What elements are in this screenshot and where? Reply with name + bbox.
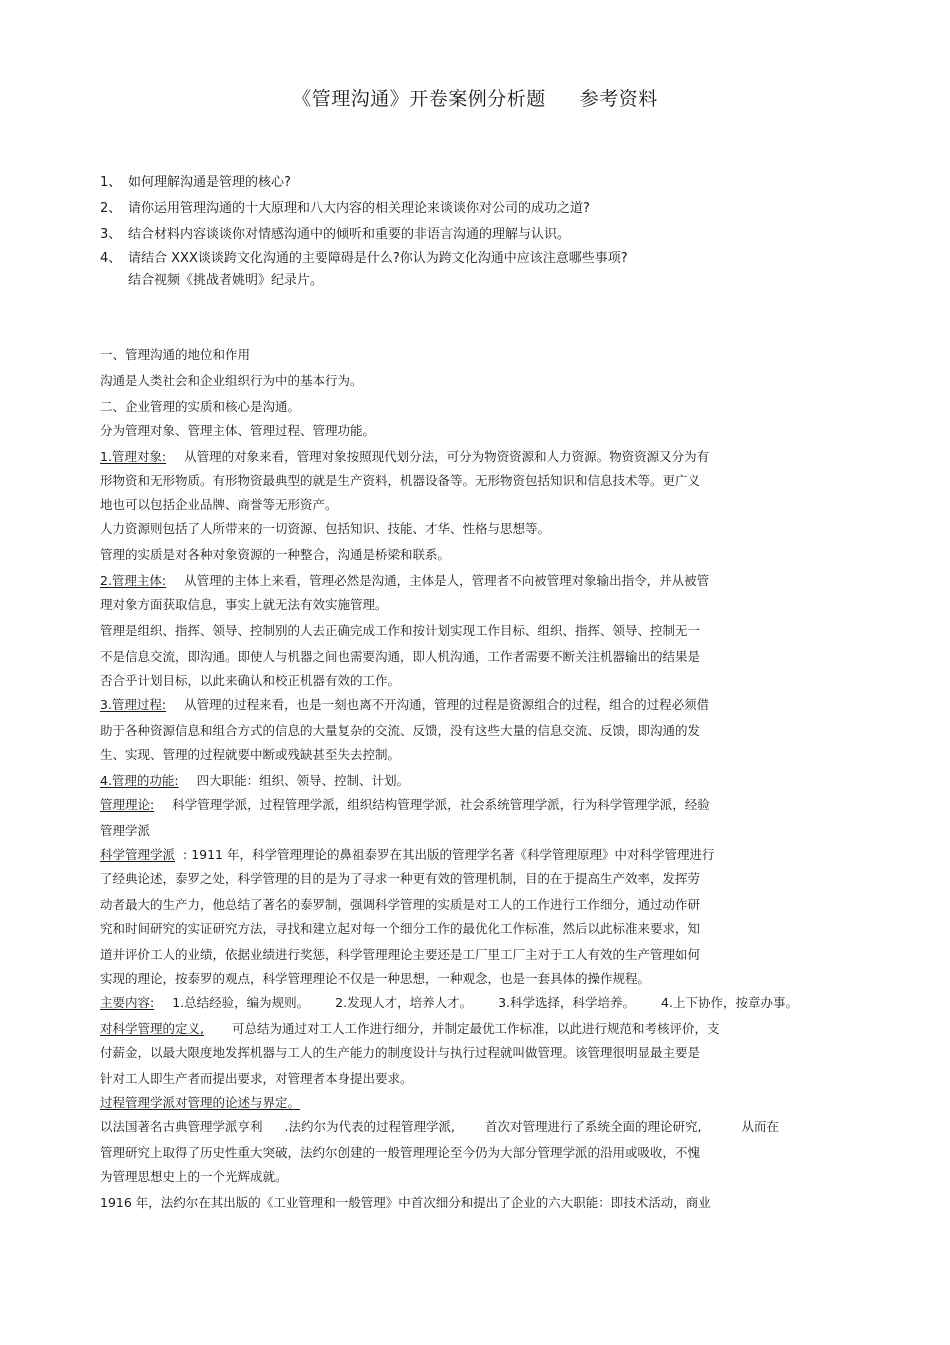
paragraph-line: 针对工人即生产者而提出要求，对管理者本身提出要求。 — [100, 1071, 413, 1086]
title-sub: 参考资料 — [579, 88, 658, 110]
term-label: 对科学管理的定义, — [100, 1021, 204, 1036]
question-item: 3、 结合材料内容谈谈你对情感沟通中的倾听和重要的非语言沟通的理解与认识。 — [100, 227, 571, 242]
paragraph-line: 沟通是人类社会和企业组织行为中的基本行为。 — [100, 373, 363, 388]
paragraph-line: 分为管理对象、管理主体、管理过程、管理功能。 — [100, 423, 376, 438]
paragraph-line: 理对象方面获取信息，事实上就无法有效实施管理。 — [100, 597, 388, 612]
paragraph-line: 不是信息交流，即沟通。即使人与机器之间也需要沟通，即人机沟通，工作者需要不断关注机器输出的结果是 — [100, 649, 701, 664]
page-title — [0, 84, 950, 111]
paragraph-line: 了经典论述，泰罗之处，科学管理的目的是为了寻求一种更有效的管理机制，目的在于提高生产效率，发挥劳 — [100, 871, 701, 886]
title-main: 《管理沟通》开卷案例分析题 — [292, 88, 546, 110]
paragraph-line: 人力资源则包括了人所带来的一切资源、包括知识、技能、才华、性格与思想等。 — [100, 521, 551, 536]
section-heading: 二、企业管理的实质和核心是沟通。 — [100, 399, 301, 414]
question-item: 结合视频《挑战者姚明》纪录片。 — [128, 273, 324, 288]
term-label: 1.管理对象: — [100, 449, 167, 464]
paragraph-line: 形物资和无形物质。有形物资最典型的就是生产资料，机器设备等。无形物资包括知识和信息技术等。更广义 — [100, 473, 701, 488]
question-item: 2、 请你运用管理沟通的十大原理和八大内容的相关理论来谈谈你对公司的成功之道? — [100, 201, 590, 216]
section-heading: 一、管理沟通的地位和作用 — [100, 347, 251, 362]
paragraph-line: 2.管理主体: 从管理的主体上来看，管理必然是沟通，主体是人，管理者不向被管理对象输出指令，并从被管 — [100, 573, 710, 588]
paragraph-line: 究和时间研究的实证研究方法，寻找和建立起对每一个细分工作的最优化工作标准，然后以此标准来要求，知 — [100, 921, 701, 936]
paragraph-line: 为管理思想史上的一个光辉成就。 — [100, 1169, 288, 1184]
paragraph-line: 否合乎计划目标，以此来确认和校正机器有效的工作。 — [100, 673, 401, 688]
paragraph-line: 主要内容: 1.总结经验，编为规则。 2.发现人才，培养人才。 3.科学选择，科学培养。 4.上下协作，按章办事。 — [100, 995, 798, 1010]
paragraph-line: 管理理论: 科学管理学派，过程管理学派，组织结构管理学派，社会系统管理学派，行为科学管理学派，经验 — [100, 797, 710, 812]
paragraph-line: 1.管理对象: 从管理的对象来看，管理对象按照现代划分法，可分为物资资源和人力资源。物资资源又分为有 — [100, 449, 710, 464]
section-heading: 过程管理学派对管理的论述与界定。 — [100, 1095, 301, 1110]
paragraph-line: 助于各种资源信息和组合方式的信息的大量复杂的交流、反馈，没有这些大量的信息交流、反馈，即沟通的发 — [100, 723, 701, 738]
paragraph-line: 管理研究上取得了历史性重大突破，法约尔创建的一般管理理论至今仍为大部分管理学派的沿用或吸收，不愧 — [100, 1145, 701, 1160]
paragraph-line: 科学管理学派 : 1911 年，科学管理理论的鼻祖泰罗在其出版的管理学名著《科学管理原理》中对科学管理进行 — [100, 847, 715, 862]
paragraph-line: 道并评价工人的业绩，依据业绩进行奖惩，科学管理理论主要还是工厂里工厂主对于工人有效的生产管理如何 — [100, 947, 701, 962]
term-label: 2.管理主体: — [100, 573, 167, 588]
paragraph-line: 生、实现、管理的过程就要中断或残缺甚至失去控制。 — [100, 747, 401, 762]
paragraph-line: 以法国著名古典管理学派亨利 .法约尔为代表的过程管理学派, 首次对管理进行了系统全面的理论研究, 从而在 — [100, 1119, 779, 1134]
paragraph-line: 4.管理的功能: 四大职能：组织、领导、控制、计划。 — [100, 773, 410, 788]
paragraph-line: 地也可以包括企业品牌、商誉等无形资产。 — [100, 497, 338, 512]
question-item: 1、 如何理解沟通是管理的核心? — [100, 175, 291, 190]
paragraph-line: 管理是组织、指挥、领导、控制别的人去正确完成工作和按计划实现工作目标、组织、指挥、领导、控制无一 — [100, 623, 701, 638]
term-label: 4.管理的功能: — [100, 773, 179, 788]
term-label: 管理理论: — [100, 797, 155, 812]
question-item: 4、 请结合 XXX谈谈跨文化沟通的主要障碍是什么?你认为跨文化沟通中应该注意哪些事项? — [100, 251, 628, 266]
paragraph-line: 动者最大的生产力，他总结了著名的泰罗制，强调科学管理的实质是对工人的工作进行工作细分，通过动作研 — [100, 897, 701, 912]
paragraph-line: 管理的实质是对各种对象资源的一种整合，沟通是桥梁和联系。 — [100, 547, 451, 562]
paragraph-line: 3.管理过程: 从管理的过程来看，也是一刻也离不开沟通，管理的过程是资源组合的过程，组合的过程必须借 — [100, 697, 710, 712]
paragraph-line: 管理学派 — [100, 823, 151, 838]
term-label: 主要内容: — [100, 995, 155, 1010]
paragraph-line: 对科学管理的定义, 可总结为通过对工人工作进行细分，并制定最优工作标准，以此进行规范和考核评价，支 — [100, 1021, 720, 1036]
paragraph-line: 1916 年，法约尔在其出版的《工业管理和一般管理》中首次细分和提出了企业的六大职能：即技术活动，商业 — [100, 1195, 711, 1210]
paragraph-line: 付薪金，以最大限度地发挥机器与工人的生产能力的制度设计与执行过程就叫做管理。该管理很明显最主要是 — [100, 1045, 701, 1060]
paragraph-line: 实现的理论，按泰罗的观点，科学管理理论不仅是一种思想，一种观念，也是一套具体的操作规程。 — [100, 971, 651, 986]
term-label: 科学管理学派 — [100, 847, 176, 862]
term-label: 3.管理过程: — [100, 697, 167, 712]
